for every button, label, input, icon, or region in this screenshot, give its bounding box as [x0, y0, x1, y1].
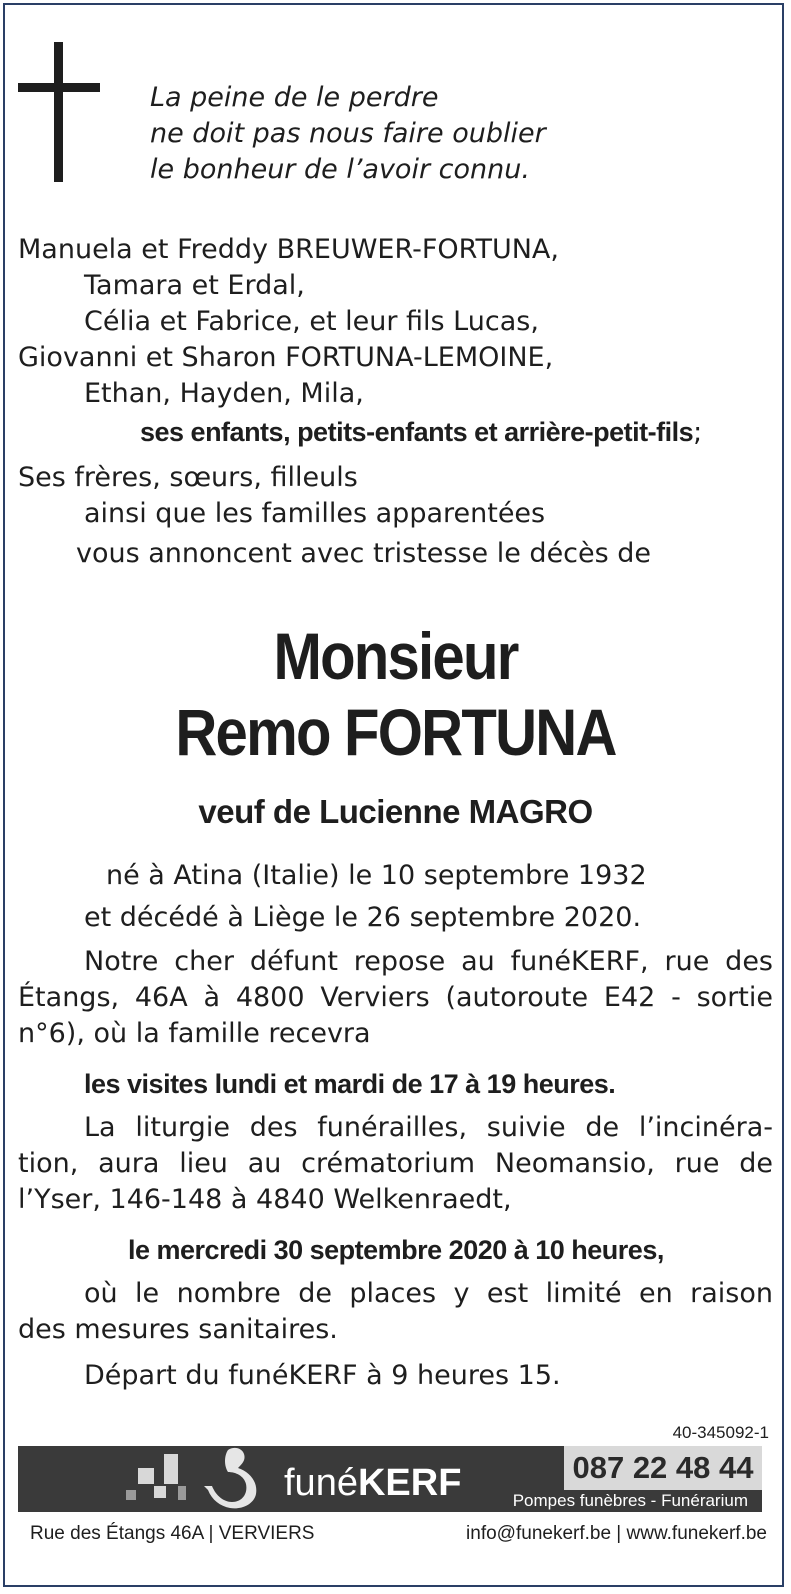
rest-paragraph [18, 944, 773, 1052]
brand-suffix: KERF [357, 1462, 462, 1504]
quote-line: le bonheur de l’avoir connu. [150, 154, 530, 185]
family-line: Manuela et Freddy BREUWER-FORTUNA, [18, 234, 559, 265]
relation-line [140, 414, 702, 451]
family-line: Ethan, Hayden, Mila, [84, 378, 364, 409]
deceased-name: Remo FORTUNA [175, 695, 616, 769]
announcement-line: vous annoncent avec tristesse le décès de [76, 538, 652, 569]
birth-line: né à Atina (Italie) le 10 septembre 1932 [106, 860, 647, 891]
liturgy-line: tion, aura lieu au crématorium Neomansio, rue de [18, 1148, 773, 1179]
departure-line: Départ du funéKERF à 9 heures 15. [84, 1360, 561, 1391]
rest-line: n°6), où la famille recevra [18, 1018, 371, 1049]
reference-number: 40-345092-1 [672, 1423, 769, 1442]
epitaph-quote [150, 80, 546, 188]
tagline: Pompes funèbres - Funérarium [512, 1491, 748, 1510]
family-line: Tamara et Erdal, [84, 270, 305, 301]
relation-punct: ; [693, 417, 703, 448]
liturgy-line: l’Yser, 146-148 à 4840 Welkenraedt, [18, 1184, 512, 1215]
family-line: ainsi que les familles apparentées [84, 498, 546, 529]
liturgy-paragraph [18, 1110, 773, 1218]
rest-line: Étangs, 46A à 4800 Verviers (autoroute E42 - sortie [18, 982, 773, 1013]
cross-icon [18, 42, 100, 182]
brand-name [284, 1460, 461, 1506]
funeral-home-banner [18, 1446, 762, 1512]
rest-line: Notre cher défunt repose au funéKERF, rue des [84, 946, 773, 977]
address: Rue des Étangs 46A | VERVIERS [30, 1523, 315, 1544]
death-line: et décédé à Liège le 26 septembre 2020. [84, 902, 642, 933]
liturgy-line: La liturgie des funérailles, suivie de l’incinéra- [84, 1112, 773, 1143]
bird-logo-icon [198, 1446, 268, 1512]
places-paragraph [18, 1276, 773, 1348]
deceased-title: Monsieur [273, 619, 518, 693]
phone-number: 087 22 48 44 [564, 1446, 762, 1490]
brand-prefix: funé [284, 1462, 358, 1504]
places-line: des mesures sanitaires. [18, 1314, 338, 1345]
relation-text: ses enfants, petits-enfants et arrière-petit-fils [140, 417, 694, 447]
quote-line: ne doit pas nous faire oublier [150, 118, 546, 149]
family-line: Célia et Fabrice, et leur fils Lucas, [84, 306, 539, 337]
ceremony-line: le mercredi 30 septembre 2020 à 10 heures, [128, 1235, 664, 1265]
widow-line: veuf de Lucienne MAGRO [198, 793, 593, 830]
contact-info: info@funekerf.be | www.funekerf.be [466, 1523, 767, 1544]
visits-line: les visites lundi et mardi de 17 à 19 heures. [84, 1069, 616, 1099]
family-line: Ses frères, sœurs, filleuls [18, 462, 358, 493]
family-line: Giovanni et Sharon FORTUNA-LEMOINE, [18, 342, 554, 373]
quote-line: La peine de le perdre [150, 82, 439, 113]
places-line: où le nombre de places y est limité en raison [84, 1278, 773, 1309]
